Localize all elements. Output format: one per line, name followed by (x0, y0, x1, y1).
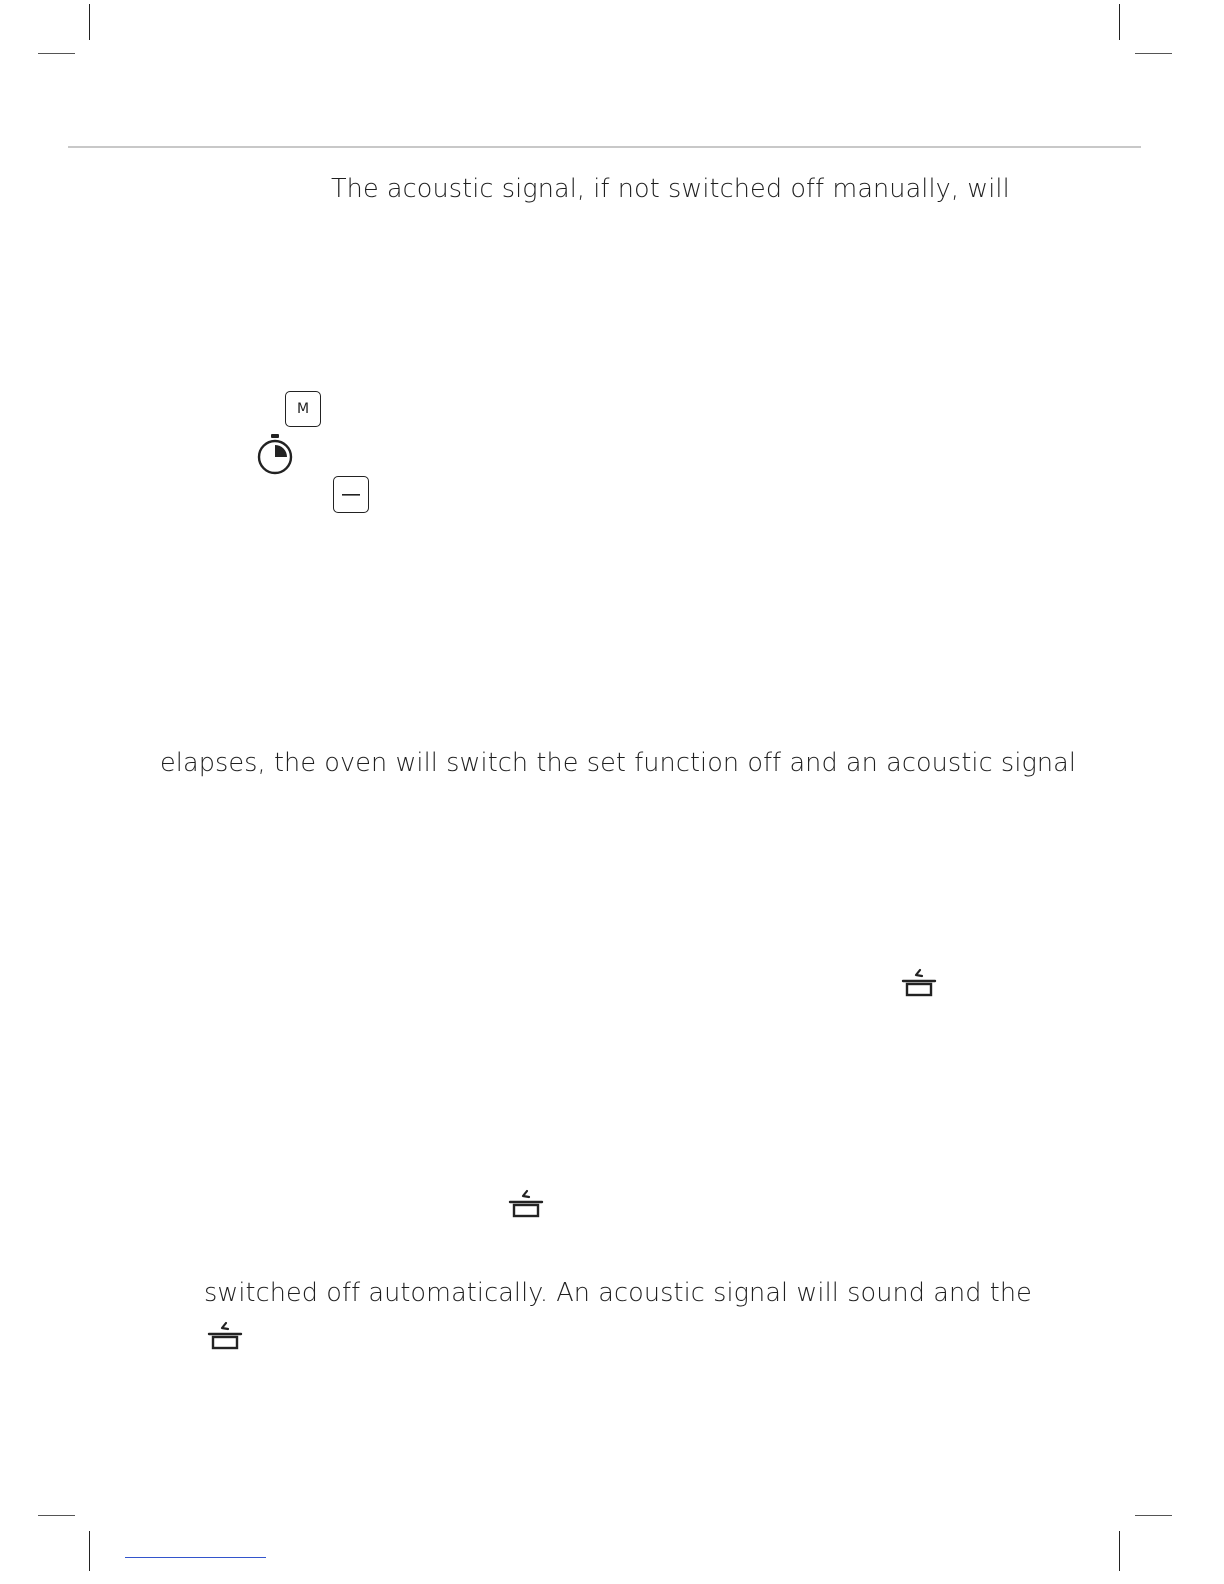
crop-mark-bottom-left-horizontal (38, 1515, 75, 1516)
cooking-pot-icon (901, 968, 937, 998)
cooking-pot-icon (207, 1321, 243, 1351)
cooking-pot-icon (508, 1189, 544, 1219)
crop-mark-bottom-left-vertical (89, 1531, 90, 1571)
crop-mark-top-right-vertical (1119, 4, 1120, 40)
crop-mark-bottom-right-vertical (1119, 1531, 1120, 1571)
timer-icon (255, 433, 295, 477)
minus-key-icon (333, 476, 369, 513)
crop-mark-bottom-right-horizontal (1135, 1515, 1172, 1516)
crop-mark-top-left-horizontal (38, 53, 75, 54)
header-rule (68, 146, 1141, 148)
text-line-acoustic-signal: The acoustic signal, if not switched off manually, will (331, 174, 1010, 204)
crop-mark-top-left-vertical (89, 4, 90, 40)
minus-sign-icon (342, 493, 360, 497)
crop-mark-top-right-horizontal (1135, 53, 1172, 54)
text-line-switched-off: switched off automatically. An acoustic signal will sound and the (204, 1278, 1032, 1308)
mode-key-label: M (296, 401, 310, 417)
mode-key-icon (285, 391, 321, 427)
footer-link-underline (125, 1557, 266, 1558)
text-line-elapses: elapses, the oven will switch the set function off and an acoustic signal (160, 748, 1077, 778)
